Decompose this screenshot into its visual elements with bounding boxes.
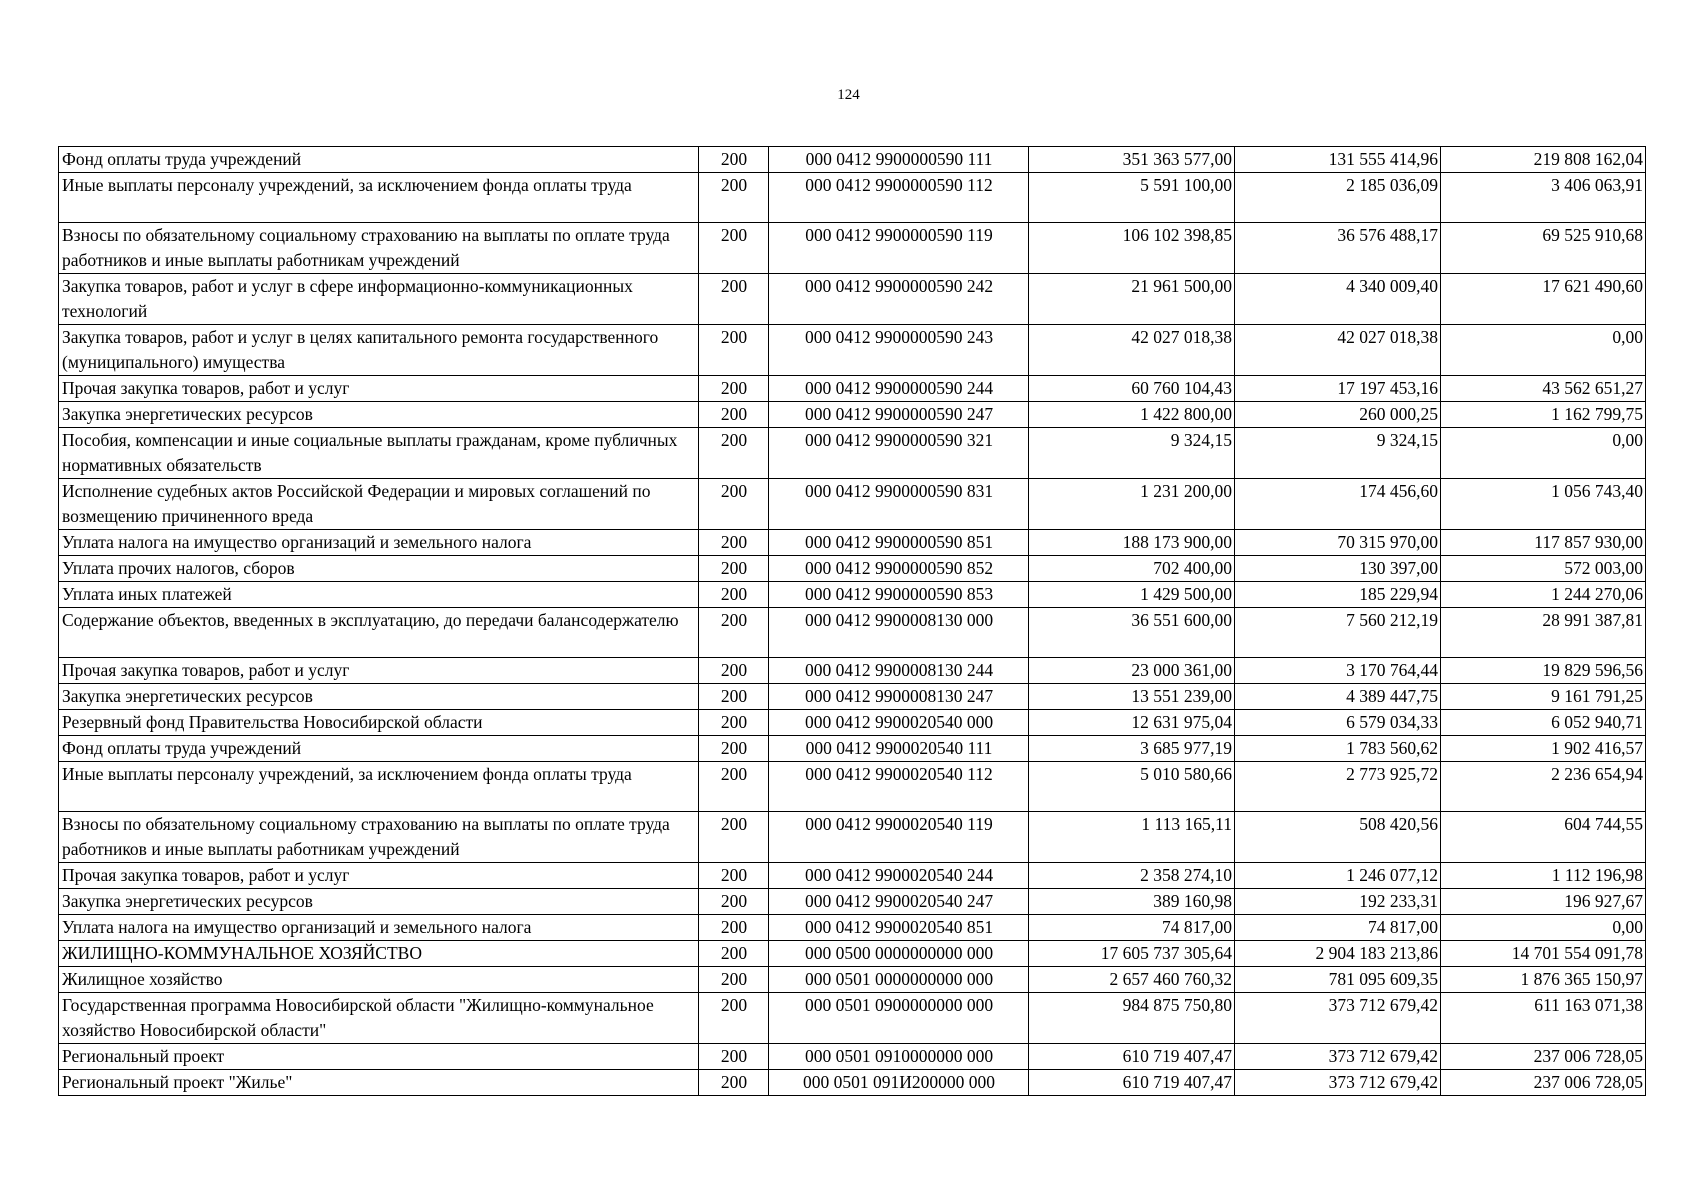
row-approved-cell: 1 422 800,00 [1029,402,1235,428]
row-code-cell: 200 [699,863,769,889]
row-approved-cell: 188 173 900,00 [1029,530,1235,556]
row-unexecuted-cell: 17 621 490,60 [1441,274,1646,325]
table-row [59,147,1646,173]
row-approved-cell: 106 102 398,85 [1029,223,1235,274]
table-row [59,993,1646,1044]
row-unexecuted-cell: 237 006 728,05 [1441,1044,1646,1070]
row-approved-cell: 60 760 104,43 [1029,376,1235,402]
row-executed-cell: 373 712 679,42 [1235,1044,1441,1070]
table-row [59,325,1646,376]
row-executed-cell: 36 576 488,17 [1235,223,1441,274]
row-executed-cell: 3 170 764,44 [1235,658,1441,684]
row-name-cell: Иные выплаты персоналу учреждений, за исключением фонда оплаты труда [59,173,699,223]
row-kbk-cell: 000 0412 9900000590 242 [769,274,1029,325]
table-row [59,863,1646,889]
row-name-cell: Закупка энергетических ресурсов [59,402,699,428]
table-row [59,941,1646,967]
table-row [59,428,1646,479]
table-row [59,762,1646,812]
row-name-cell: Уплата налога на имущество организаций и земельного налога [59,530,699,556]
row-unexecuted-cell: 0,00 [1441,428,1646,479]
row-unexecuted-cell: 69 525 910,68 [1441,223,1646,274]
row-unexecuted-cell: 117 857 930,00 [1441,530,1646,556]
row-approved-cell: 351 363 577,00 [1029,147,1235,173]
row-kbk-cell: 000 0501 0900000000 000 [769,993,1029,1044]
row-code-cell: 200 [699,582,769,608]
row-kbk-cell: 000 0412 9900000590 244 [769,376,1029,402]
row-code-cell: 200 [699,658,769,684]
row-kbk-cell: 000 0412 9900000590 321 [769,428,1029,479]
table-row [59,658,1646,684]
row-code-cell: 200 [699,1044,769,1070]
row-unexecuted-cell: 28 991 387,81 [1441,608,1646,658]
table-row [59,376,1646,402]
row-name-cell: Жилищное хозяйство [59,967,699,993]
table-row [59,967,1646,993]
row-unexecuted-cell: 3 406 063,91 [1441,173,1646,223]
row-approved-cell: 74 817,00 [1029,915,1235,941]
table-row [59,889,1646,915]
row-kbk-cell: 000 0412 9900008130 247 [769,684,1029,710]
row-approved-cell: 42 027 018,38 [1029,325,1235,376]
row-approved-cell: 17 605 737 305,64 [1029,941,1235,967]
row-unexecuted-cell: 1 056 743,40 [1441,479,1646,530]
row-approved-cell: 610 719 407,47 [1029,1070,1235,1096]
table-row [59,684,1646,710]
table-row [59,736,1646,762]
row-unexecuted-cell: 1 876 365 150,97 [1441,967,1646,993]
row-name-cell: Закупка товаров, работ и услуг в сфере информационно-коммуникационных технологий [59,274,699,325]
row-kbk-cell: 000 0412 9900000590 243 [769,325,1029,376]
row-executed-cell: 2 773 925,72 [1235,762,1441,812]
row-name-cell: Взносы по обязательному социальному страхованию на выплаты по оплате труда работников и иные выплаты работникам учреждений [59,812,699,863]
page-number: 124 [837,87,860,103]
row-unexecuted-cell: 19 829 596,56 [1441,658,1646,684]
row-name-cell: ЖИЛИЩНО-КОММУНАЛЬНОЕ ХОЗЯЙСТВО [59,941,699,967]
row-code-cell: 200 [699,710,769,736]
row-name-cell: Региональный проект "Жилье" [59,1070,699,1096]
row-executed-cell: 373 712 679,42 [1235,1070,1441,1096]
table-row [59,530,1646,556]
row-code-cell: 200 [699,915,769,941]
row-name-cell: Взносы по обязательному социальному страхованию на выплаты по оплате труда работников и иные выплаты работникам учреждений [59,223,699,274]
row-approved-cell: 13 551 239,00 [1029,684,1235,710]
row-name-cell: Уплата налога на имущество организаций и земельного налога [59,915,699,941]
row-executed-cell: 2 904 183 213,86 [1235,941,1441,967]
row-executed-cell: 6 579 034,33 [1235,710,1441,736]
row-executed-cell: 70 315 970,00 [1235,530,1441,556]
row-approved-cell: 21 961 500,00 [1029,274,1235,325]
row-kbk-cell: 000 0412 9900000590 112 [769,173,1029,223]
row-name-cell: Уплата иных платежей [59,582,699,608]
row-unexecuted-cell: 0,00 [1441,325,1646,376]
row-name-cell: Пособия, компенсации и иные социальные выплаты гражданам, кроме публичных нормативных обязательств [59,428,699,479]
row-kbk-cell: 000 0412 9900020540 247 [769,889,1029,915]
row-executed-cell: 9 324,15 [1235,428,1441,479]
table-row [59,608,1646,658]
row-unexecuted-cell: 1 244 270,06 [1441,582,1646,608]
row-kbk-cell: 000 0412 9900000590 247 [769,402,1029,428]
row-name-cell: Прочая закупка товаров, работ и услуг [59,863,699,889]
row-name-cell: Фонд оплаты труда учреждений [59,736,699,762]
row-unexecuted-cell: 237 006 728,05 [1441,1070,1646,1096]
row-approved-cell: 2 657 460 760,32 [1029,967,1235,993]
row-code-cell: 200 [699,147,769,173]
row-kbk-cell: 000 0412 9900008130 244 [769,658,1029,684]
row-executed-cell: 192 233,31 [1235,889,1441,915]
row-approved-cell: 9 324,15 [1029,428,1235,479]
row-unexecuted-cell: 2 236 654,94 [1441,762,1646,812]
row-code-cell: 200 [699,762,769,812]
row-approved-cell: 1 113 165,11 [1029,812,1235,863]
table-row [59,556,1646,582]
row-executed-cell: 260 000,25 [1235,402,1441,428]
row-code-cell: 200 [699,376,769,402]
row-executed-cell: 373 712 679,42 [1235,993,1441,1044]
row-approved-cell: 2 358 274,10 [1029,863,1235,889]
row-approved-cell: 3 685 977,19 [1029,736,1235,762]
row-approved-cell: 5 591 100,00 [1029,173,1235,223]
row-executed-cell: 1 783 560,62 [1235,736,1441,762]
row-code-cell: 200 [699,812,769,863]
row-kbk-cell: 000 0412 9900020540 244 [769,863,1029,889]
row-code-cell: 200 [699,223,769,274]
row-kbk-cell: 000 0412 9900020540 119 [769,812,1029,863]
row-kbk-cell: 000 0501 0000000000 000 [769,967,1029,993]
row-kbk-cell: 000 0412 9900000590 111 [769,147,1029,173]
row-name-cell: Фонд оплаты труда учреждений [59,147,699,173]
table-row [59,479,1646,530]
row-unexecuted-cell: 6 052 940,71 [1441,710,1646,736]
row-executed-cell: 17 197 453,16 [1235,376,1441,402]
table-row [59,173,1646,223]
row-name-cell: Государственная программа Новосибирской области "Жилищно-коммунальное хозяйство Новосибирской области" [59,993,699,1044]
row-code-cell: 200 [699,993,769,1044]
row-kbk-cell: 000 0412 9900020540 112 [769,762,1029,812]
row-kbk-cell: 000 0412 9900000590 852 [769,556,1029,582]
row-executed-cell: 131 555 414,96 [1235,147,1441,173]
row-kbk-cell: 000 0501 091И200000 000 [769,1070,1029,1096]
row-unexecuted-cell: 1 902 416,57 [1441,736,1646,762]
row-code-cell: 200 [699,736,769,762]
row-name-cell: Исполнение судебных актов Российской Федерации и мировых соглашений по возмещению причиненного вреда [59,479,699,530]
row-unexecuted-cell: 0,00 [1441,915,1646,941]
row-executed-cell: 4 340 009,40 [1235,274,1441,325]
row-name-cell: Иные выплаты персоналу учреждений, за исключением фонда оплаты труда [59,762,699,812]
row-approved-cell: 12 631 975,04 [1029,710,1235,736]
row-code-cell: 200 [699,889,769,915]
row-executed-cell: 74 817,00 [1235,915,1441,941]
row-unexecuted-cell: 572 003,00 [1441,556,1646,582]
row-kbk-cell: 000 0412 9900000590 119 [769,223,1029,274]
row-code-cell: 200 [699,530,769,556]
row-code-cell: 200 [699,428,769,479]
row-approved-cell: 1 429 500,00 [1029,582,1235,608]
row-unexecuted-cell: 9 161 791,25 [1441,684,1646,710]
row-kbk-cell: 000 0412 9900020540 111 [769,736,1029,762]
row-name-cell: Уплата прочих налогов, сборов [59,556,699,582]
table-row [59,223,1646,274]
table-row [59,1070,1646,1096]
row-approved-cell: 610 719 407,47 [1029,1044,1235,1070]
row-executed-cell: 781 095 609,35 [1235,967,1441,993]
row-code-cell: 200 [699,1070,769,1096]
row-name-cell: Резервный фонд Правительства Новосибирской области [59,710,699,736]
row-approved-cell: 1 231 200,00 [1029,479,1235,530]
row-name-cell: Закупка энергетических ресурсов [59,889,699,915]
row-unexecuted-cell: 196 927,67 [1441,889,1646,915]
row-kbk-cell: 000 0500 0000000000 000 [769,941,1029,967]
row-approved-cell: 702 400,00 [1029,556,1235,582]
row-code-cell: 200 [699,684,769,710]
table-body [59,147,1646,1096]
row-kbk-cell: 000 0412 9900020540 851 [769,915,1029,941]
row-unexecuted-cell: 611 163 071,38 [1441,993,1646,1044]
row-name-cell: Содержание объектов, введенных в эксплуатацию, до передачи балансодержателю [59,608,699,658]
row-kbk-cell: 000 0412 9900008130 000 [769,608,1029,658]
table-row [59,812,1646,863]
table-row [59,710,1646,736]
row-unexecuted-cell: 43 562 651,27 [1441,376,1646,402]
row-executed-cell: 42 027 018,38 [1235,325,1441,376]
row-kbk-cell: 000 0412 9900020540 000 [769,710,1029,736]
table-row [59,402,1646,428]
row-executed-cell: 7 560 212,19 [1235,608,1441,658]
row-code-cell: 200 [699,556,769,582]
row-unexecuted-cell: 14 701 554 091,78 [1441,941,1646,967]
row-name-cell: Закупка энергетических ресурсов [59,684,699,710]
row-approved-cell: 5 010 580,66 [1029,762,1235,812]
row-kbk-cell: 000 0412 9900000590 851 [769,530,1029,556]
row-executed-cell: 508 420,56 [1235,812,1441,863]
row-executed-cell: 1 246 077,12 [1235,863,1441,889]
row-code-cell: 200 [699,479,769,530]
table-row [59,274,1646,325]
row-code-cell: 200 [699,941,769,967]
row-approved-cell: 389 160,98 [1029,889,1235,915]
row-kbk-cell: 000 0412 9900000590 831 [769,479,1029,530]
row-kbk-cell: 000 0501 0910000000 000 [769,1044,1029,1070]
row-unexecuted-cell: 1 162 799,75 [1441,402,1646,428]
row-code-cell: 200 [699,608,769,658]
row-code-cell: 200 [699,274,769,325]
row-executed-cell: 174 456,60 [1235,479,1441,530]
row-code-cell: 200 [699,967,769,993]
row-unexecuted-cell: 604 744,55 [1441,812,1646,863]
row-name-cell: Региональный проект [59,1044,699,1070]
table-row [59,582,1646,608]
row-approved-cell: 23 000 361,00 [1029,658,1235,684]
row-approved-cell: 984 875 750,80 [1029,993,1235,1044]
row-kbk-cell: 000 0412 9900000590 853 [769,582,1029,608]
row-name-cell: Прочая закупка товаров, работ и услуг [59,658,699,684]
row-name-cell: Закупка товаров, работ и услуг в целях капитального ремонта государственного (муниципального) имущества [59,325,699,376]
table-row [59,1044,1646,1070]
row-executed-cell: 4 389 447,75 [1235,684,1441,710]
table-row [59,915,1646,941]
row-executed-cell: 2 185 036,09 [1235,173,1441,223]
budget-execution-table [58,146,1646,1096]
row-name-cell: Прочая закупка товаров, работ и услуг [59,376,699,402]
row-code-cell: 200 [699,325,769,376]
row-unexecuted-cell: 219 808 162,04 [1441,147,1646,173]
row-code-cell: 200 [699,173,769,223]
row-approved-cell: 36 551 600,00 [1029,608,1235,658]
row-executed-cell: 185 229,94 [1235,582,1441,608]
row-code-cell: 200 [699,402,769,428]
row-executed-cell: 130 397,00 [1235,556,1441,582]
row-unexecuted-cell: 1 112 196,98 [1441,863,1646,889]
